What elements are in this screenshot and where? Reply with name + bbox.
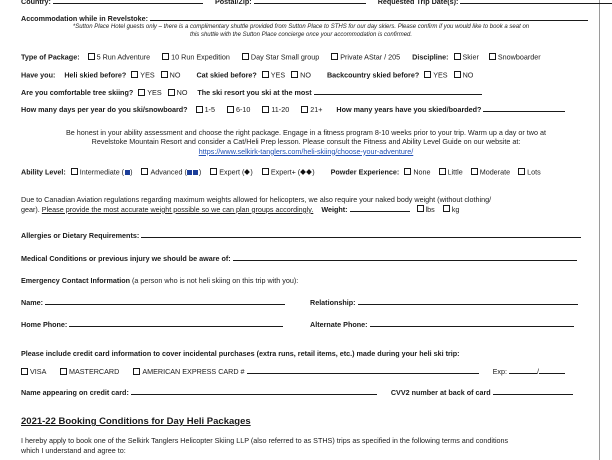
no-label: NO	[462, 70, 474, 80]
weight-field[interactable]	[350, 205, 410, 212]
country-label: Country:	[21, 0, 51, 6]
card-type-row	[21, 367, 565, 377]
trip-dates-field[interactable]	[460, 0, 612, 4]
advanced-label: Advanced (	[150, 167, 187, 177]
yes-label: YES	[433, 70, 448, 80]
relationship-row	[310, 298, 578, 308]
exp-separator: /	[536, 367, 539, 376]
heli-skied-label: Heli skied before?	[64, 70, 127, 80]
blue-square-icon	[125, 167, 133, 177]
postal-label: Postal/Zip:	[214, 0, 252, 6]
home-phone-row	[21, 320, 283, 330]
booking-heading: 2021-22 Booking Conditions for Day Heli Packages	[21, 416, 251, 427]
credit-intro-text: Please include credit card information to cover incidental purchases (extra runs, retail items, etc.) made during your heli ski trip:	[21, 349, 460, 358]
relationship-field[interactable]	[358, 298, 578, 305]
yes-label: YES	[147, 88, 162, 97]
powder-label: Powder Experience:	[330, 167, 400, 177]
heli-no-checkbox[interactable]	[161, 71, 168, 78]
booking-line1: I hereby apply to book one of the Selkirk Tanglers Helicopter Skiing LLP (also referred to as STHS) trips as specified in the following terms and conditions	[21, 436, 509, 445]
alt-phone-field[interactable]	[370, 320, 574, 327]
powder-checkbox[interactable]	[518, 168, 525, 175]
yes-label: YES	[270, 70, 286, 80]
booking-line2: which I understand and agree to:	[21, 445, 126, 455]
lbs-checkbox[interactable]	[417, 205, 424, 212]
emergency-name-field[interactable]	[45, 298, 285, 305]
package-checkbox[interactable]	[162, 53, 169, 60]
powder-option: Moderate	[479, 167, 511, 177]
card-number-field[interactable]	[247, 367, 479, 374]
trip-dates-label: Requested Trip Date(s):	[377, 0, 459, 6]
cat-yes-checkbox[interactable]	[262, 71, 269, 78]
no-label: NO	[169, 70, 181, 80]
choose-adventure-link[interactable]: https://www.selkirk-tanglers.com/heli-skiing/choose-your-adventure/	[198, 146, 414, 156]
package-option: Day Star Small group	[250, 52, 320, 62]
weight-line1: Due to Canadian Aviation regulations regarding maximum weights allowed for helicopters, we also require your naked body weight (without clothing/	[21, 195, 492, 204]
accommodation-label: Accommodation while in Revelstoke:	[21, 14, 149, 23]
exp-label: Exp:	[492, 367, 507, 376]
accommodation-row	[21, 14, 588, 24]
alt-phone-label: Alternate Phone:	[310, 320, 368, 329]
heli-yes-checkbox[interactable]	[131, 71, 138, 78]
shuttle-note	[21, 24, 581, 39]
package-label: Type of Package:	[21, 52, 80, 62]
paren-close: )	[198, 167, 202, 177]
ability-advice	[21, 128, 591, 156]
discipline-checkbox[interactable]	[454, 53, 461, 60]
package-option: Private AStar / 205	[340, 52, 401, 62]
cardholder-label: Name appearing on credit card:	[21, 388, 129, 397]
cvv-field[interactable]	[493, 388, 573, 395]
package-checkbox[interactable]	[331, 53, 338, 60]
weight-line2-underlined: Please provide the most accurate weight possible so we can plan groups accordingly.	[41, 204, 314, 214]
resort-field[interactable]	[314, 88, 482, 95]
days-checkbox[interactable]	[301, 106, 308, 113]
package-checkbox[interactable]	[88, 53, 95, 60]
powder-option: Lots	[527, 167, 541, 177]
page-edge	[599, 0, 600, 460]
yes-label: YES	[140, 70, 155, 80]
cardholder-field[interactable]	[131, 388, 377, 395]
resort-label: The ski resort you ski at the most	[197, 88, 312, 97]
backcountry-skied-label: Backcountry skied before?	[326, 70, 420, 80]
years-label: How many years have you skied/boarded?	[336, 105, 482, 114]
weight-line2-start: gear).	[21, 204, 42, 214]
days-checkbox[interactable]	[227, 106, 234, 113]
tree-no-checkbox[interactable]	[168, 89, 175, 96]
blue-square-icon	[193, 170, 198, 175]
days-checkbox[interactable]	[262, 106, 269, 113]
amex-checkbox[interactable]	[133, 368, 140, 375]
unit-label: kg	[451, 204, 460, 214]
blue-square-icon	[187, 170, 192, 175]
advice-line1: Be honest in your ability assessment and choose the right package. Engage in a fitness program 8-10 weeks prior to your trip. Warm up a day or two at	[66, 128, 546, 137]
package-option: 10 Run Expedition	[171, 52, 230, 62]
weight-label: Weight:	[321, 204, 348, 214]
discipline-option: Skier	[462, 52, 479, 62]
card-type-label: VISA	[30, 367, 46, 376]
discipline-checkbox[interactable]	[489, 53, 496, 60]
card-type-label: AMERICAN EXPRESS CARD #	[142, 367, 245, 376]
package-checkbox[interactable]	[242, 53, 249, 60]
home-phone-label: Home Phone:	[21, 320, 68, 329]
emergency-heading-bold: Emergency Contact Information	[21, 276, 131, 285]
postal-field[interactable]	[254, 0, 366, 4]
card-type-label: MASTERCARD	[68, 367, 120, 376]
mastercard-checkbox[interactable]	[60, 368, 67, 375]
powder-checkbox[interactable]	[439, 168, 446, 175]
backcountry-no-checkbox[interactable]	[454, 71, 461, 78]
shuttle-note-line1: – there is a complimentary shuttle provided from Sutton Place to STHS for our day skiers. Please confirm if you would like to book a seat on	[156, 24, 530, 30]
have-you-label: Have you:	[21, 70, 56, 80]
paren-close: )	[130, 167, 133, 177]
unit-label: lbs	[425, 204, 435, 214]
paren-close: )	[250, 167, 253, 177]
emergency-name-row	[21, 298, 285, 308]
medical-row	[21, 254, 577, 264]
home-phone-field[interactable]	[69, 320, 283, 327]
ability-row	[21, 168, 541, 177]
medical-field[interactable]	[233, 254, 577, 261]
accommodation-field[interactable]	[150, 14, 588, 21]
allergies-field[interactable]	[141, 231, 581, 238]
expert-plus-label: Expert+ (	[270, 167, 301, 177]
emergency-heading	[21, 277, 298, 286]
emergency-name-label: Name:	[21, 298, 43, 307]
expert-checkbox[interactable]	[210, 168, 217, 175]
experience-row	[21, 71, 473, 80]
expert-label: Expert (	[219, 167, 245, 177]
days-label: How many days per year do you ski/snowboard?	[21, 105, 188, 114]
exp-year-field[interactable]	[536, 367, 565, 376]
paren-close: )	[312, 167, 315, 177]
advanced-checkbox[interactable]	[141, 168, 148, 175]
discipline-option: Snowboarder	[497, 52, 541, 62]
tree-yes-checkbox[interactable]	[138, 89, 145, 96]
days-checkbox[interactable]	[196, 106, 203, 113]
kg-checkbox[interactable]	[443, 205, 450, 212]
discipline-label: Discipline:	[412, 52, 449, 62]
days-option: 6-10	[235, 105, 251, 114]
relationship-label: Relationship:	[310, 298, 356, 307]
tree-row	[21, 88, 482, 98]
emergency-heading-rest: (a person who is not heli skiing on this trip with you):	[130, 276, 299, 285]
backcountry-yes-checkbox[interactable]	[424, 71, 431, 78]
intermediate-checkbox[interactable]	[71, 168, 78, 175]
cvv-label: CVV2 number at back of card	[390, 388, 491, 397]
powder-checkbox[interactable]	[471, 168, 478, 175]
alt-phone-row	[310, 320, 574, 330]
ability-label: Ability Level:	[21, 167, 66, 177]
cat-skied-label: Cat skied before?	[196, 70, 257, 80]
cardholder-row	[21, 388, 573, 398]
days-row	[21, 105, 565, 115]
booking-intro	[21, 436, 591, 455]
exp-month-field[interactable]	[509, 367, 537, 374]
days-option: 21+	[310, 105, 323, 114]
intermediate-label: Intermediate (	[79, 167, 125, 177]
days-option: 1-5	[204, 105, 215, 114]
shuttle-note-lead: *Sutton Place Hotel guests only	[72, 24, 157, 30]
package-option: 5 Run Adventure	[96, 52, 151, 62]
no-label: NO	[300, 70, 311, 80]
visa-checkbox[interactable]	[21, 368, 28, 375]
powder-option: Little	[447, 167, 463, 177]
powder-checkbox[interactable]	[404, 168, 411, 175]
medical-label: Medical Conditions or previous injury we should be aware of:	[21, 254, 231, 263]
powder-option: None	[413, 167, 431, 177]
weight-section	[21, 195, 591, 214]
tree-label: Are you comfortable tree skiing?	[21, 88, 134, 97]
no-label: NO	[176, 88, 188, 97]
top-row	[21, 0, 612, 7]
years-field[interactable]	[483, 105, 565, 112]
days-option: 11-20	[271, 105, 290, 114]
package-row	[21, 53, 541, 62]
credit-intro	[21, 350, 460, 359]
shuttle-note-line2: this shuttle with the Sutton Place concierge once your accommodation is confirmed.	[189, 31, 413, 38]
cat-no-checkbox[interactable]	[291, 71, 298, 78]
advice-line2: Revelstoke Mountain Resort and consider a Cat/Heli Prep lesson. Please consult the Fitness and Ability Level Guide on our website at:	[91, 137, 521, 147]
allergies-row	[21, 231, 581, 241]
allergies-label: Allergies or Dietary Requirements:	[21, 231, 140, 240]
expert-plus-checkbox[interactable]	[262, 168, 269, 175]
country-field[interactable]	[53, 0, 203, 4]
